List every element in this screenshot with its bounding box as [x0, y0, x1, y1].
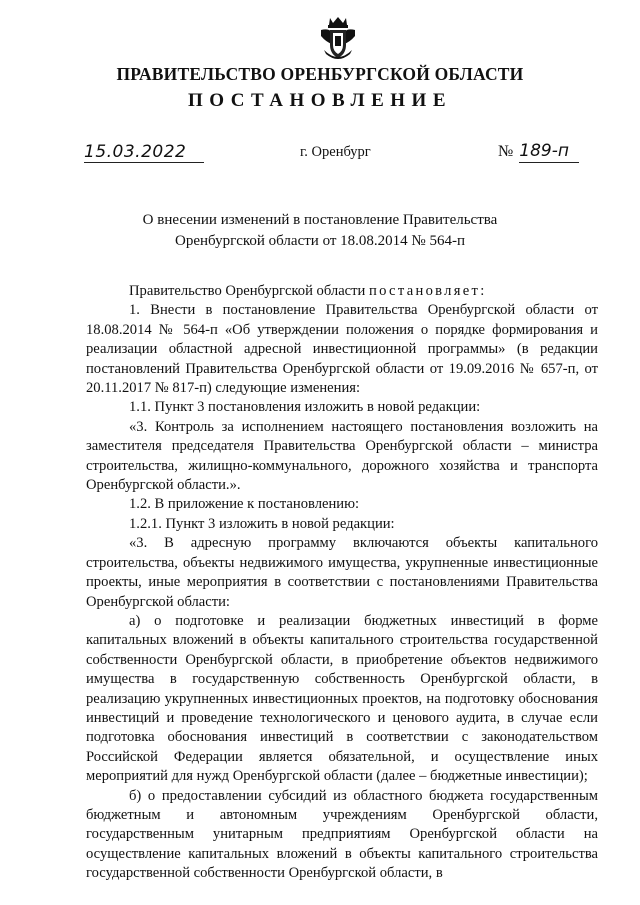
paragraph-1-2: 1.2. В приложение к постановлению: — [129, 496, 360, 513]
subject-line-1: О внесении изменений в постановление Правительства — [142, 212, 498, 228]
coat-of-arms-icon — [318, 14, 358, 62]
document-date: 15.03.2022 — [84, 142, 204, 163]
document-body — [86, 282, 598, 884]
paragraph-control: «3. Контроль за исполнением настоящего постановления возложить на заместителя председателя Правительства Оренбургской области – министра строительства, жилищно-коммунального, дорожного хозяйства и транспорта Оренбургской области.». — [86, 418, 598, 494]
government-name: ПРАВИТЕЛЬСТВО ОРЕНБУРГСКОЙ ОБЛАСТИ — [116, 64, 524, 84]
paragraph-program: «3. В адресную программу включаются объекты капитального строительства, объекты недвижимого имущества, укрупненные инвестиционные проекты, иные мероприятия в соответствии с постановлениями Правительства Оренбургской области: — [86, 535, 598, 610]
document-city: г. Оренбург — [300, 144, 371, 160]
number-value: 189-п — [519, 140, 579, 163]
paragraph-1-1: 1.1. Пункт 3 постановления изложить в новой редакции: — [129, 399, 481, 416]
paragraph-b: б) о предоставлении субсидий из областного бюджета государственным бюджетным и автономным учреждениям Оренбургской области, государственным унитарным предприятиям Оренбургской области на осуществление капитальных вложений в объекты капитального строительства государственной собственности Оренбургской области, в — [86, 787, 598, 882]
intro-decree-word: постановляет: — [368, 283, 487, 299]
document-type: ПОСТАНОВЛЕНИЕ — [187, 90, 453, 111]
paragraph-1: 1. Внести в постановление Правительства Оренбургской области от 18.08.2014 № 564-п «Об утверждении положения о порядке формирования и реализации областной адресной инвестиционной программы» (в редакции постановлений Правительства Оренбургской области от 19.09.2016 № 657-п, от 20.11.2017 № 817-п) следующие изменения: — [86, 302, 598, 397]
paragraph-1-2-1: 1.2.1. Пункт 3 изложить в новой редакции: — [129, 515, 395, 532]
document-subject — [0, 210, 640, 252]
intro-text: Правительство Оренбургской области — [129, 283, 369, 299]
document-number — [498, 140, 579, 163]
paragraph-a: а) о подготовке и реализации бюджетных инвестиций в форме капитальных вложений в объекты капитального строительства государственной собственности Оренбургской области, в приобретение объектов недвижимого имущества в государственную собственность Оренбургской области, в реализацию укрупненных инвестиционных проектов, на подготовку обоснования инвестиций и проведение технологического и ценового аудита, в случае если подготовка обоснования инвестиций в соответствии с законодательством Российской Федерации является обязательной, и осуществление иных мероприятий для нужд Оренбургской области (далее – бюджетные инвестиции); — [86, 612, 598, 785]
subject-line-2: Оренбургской области от 18.08.2014 № 564-п — [174, 233, 466, 249]
intro-paragraph — [86, 282, 598, 301]
number-sign: № — [498, 143, 514, 160]
